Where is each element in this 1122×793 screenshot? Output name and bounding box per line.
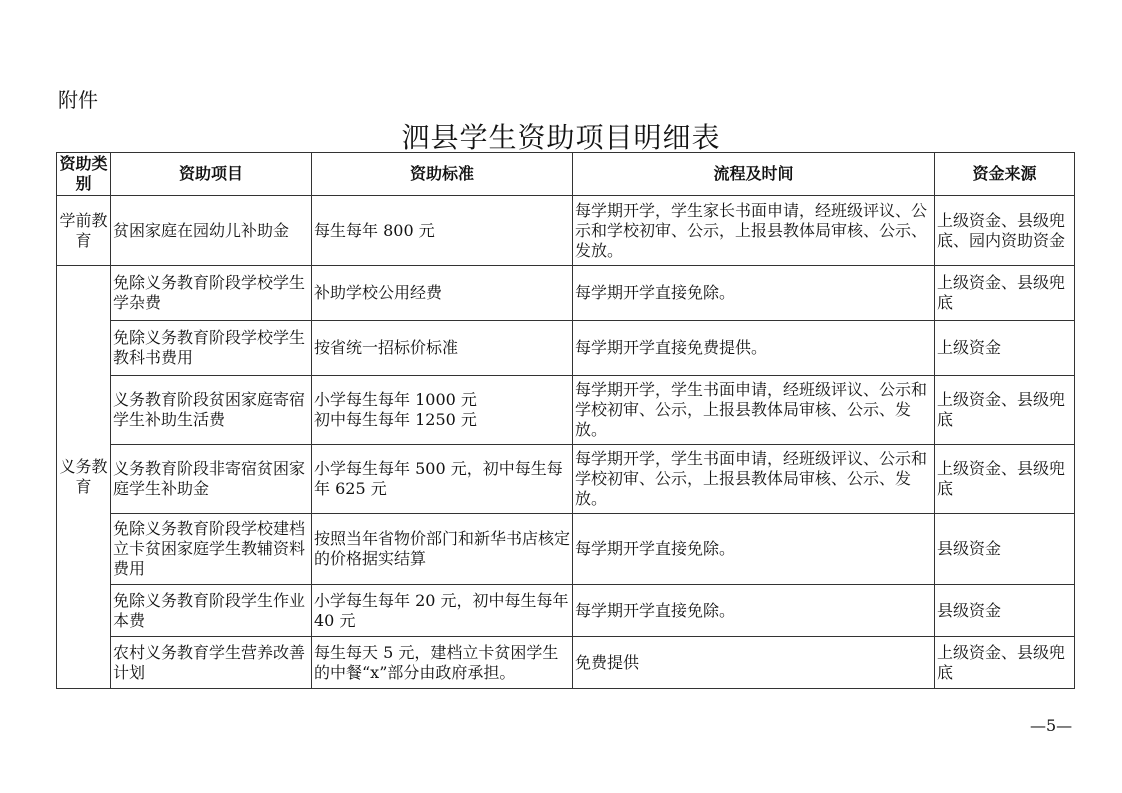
project-cell: 义务教育阶段贫困家庭寄宿学生补助生活费: [111, 376, 312, 445]
process-cell: 每学期开学直接免除。: [573, 585, 935, 637]
header-project: 资助项目: [111, 153, 312, 196]
aid-projects-table: [56, 152, 1075, 689]
header-process: 流程及时间: [573, 153, 935, 196]
table-row: [57, 585, 1075, 637]
fund-cell: 上级资金、县级兜底: [935, 376, 1075, 445]
page-number: —5—: [1030, 716, 1073, 735]
header-standard: 资助标准: [312, 153, 573, 196]
header-fund: 资金来源: [935, 153, 1075, 196]
category-cell: 学前教育: [57, 196, 111, 266]
process-cell: 每学期开学，学生书面申请，经班级评议、公示和学校初审、公示，上报县教体局审核、公示、发放。: [573, 376, 935, 445]
project-cell: 义务教育阶段非寄宿贫困家庭学生补助金: [111, 445, 312, 514]
header-category: 资助类别: [57, 153, 111, 196]
fund-cell: 上级资金、县级兜底: [935, 445, 1075, 514]
standard-cell: 小学每生每年 500 元，初中每生每年 625 元: [312, 445, 573, 514]
table-row: [57, 445, 1075, 514]
standard-cell: 补助学校公用经费: [312, 266, 573, 321]
fund-cell: 上级资金、县级兜底: [935, 266, 1075, 321]
process-cell: 每学期开学直接免费提供。: [573, 321, 935, 376]
fund-cell: 上级资金、县级兜底: [935, 637, 1075, 689]
fund-cell: 县级资金: [935, 585, 1075, 637]
process-cell: 每学期开学直接免除。: [573, 266, 935, 321]
table-row: [57, 637, 1075, 689]
table-row: [57, 514, 1075, 585]
process-cell: 每学期开学直接免除。: [573, 514, 935, 585]
standard-cell: 每生每年 800 元: [312, 196, 573, 266]
standard-cell: 每生每天 5 元，建档立卡贫困学生的中餐“x”部分由政府承担。: [312, 637, 573, 689]
standard-cell: 按省统一招标价标准: [312, 321, 573, 376]
project-cell: 免除义务教育阶段学校学生教科书费用: [111, 321, 312, 376]
category-cell: 义务教育: [57, 266, 111, 689]
standard-cell: 按照当年省物价部门和新华书店核定的价格据实结算: [312, 514, 573, 585]
fund-cell: 上级资金: [935, 321, 1075, 376]
project-cell: 免除义务教育阶段学校学生学杂费: [111, 266, 312, 321]
attachment-label: 附件: [58, 88, 98, 112]
table-header-row: [57, 153, 1075, 196]
project-cell: 农村义务教育学生营养改善计划: [111, 637, 312, 689]
table-row: [57, 196, 1075, 266]
process-cell: 每学期开学，学生家长书面申请，经班级评议、公示和学校初审、公示，上报县教体局审核、公示、发放。: [573, 196, 935, 266]
process-cell: 免费提供: [573, 637, 935, 689]
table-row: [57, 376, 1075, 445]
standard-cell: 小学每生每年 20 元，初中每生每年 40 元: [312, 585, 573, 637]
fund-cell: 上级资金、县级兜底、园内资助资金: [935, 196, 1075, 266]
project-cell: 贫困家庭在园幼儿补助金: [111, 196, 312, 266]
table-row: [57, 321, 1075, 376]
standard-cell: 小学每生每年 1000 元 初中每生每年 1250 元: [312, 376, 573, 445]
fund-cell: 县级资金: [935, 514, 1075, 585]
table-row: [57, 266, 1075, 321]
project-cell: 免除义务教育阶段学生作业本费: [111, 585, 312, 637]
document-title: 泗县学生资助项目明细表: [401, 121, 721, 154]
project-cell: 免除义务教育阶段学校建档立卡贫困家庭学生教辅资料费用: [111, 514, 312, 585]
process-cell: 每学期开学，学生书面申请，经班级评议、公示和学校初审、公示，上报县教体局审核、公示、发放。: [573, 445, 935, 514]
